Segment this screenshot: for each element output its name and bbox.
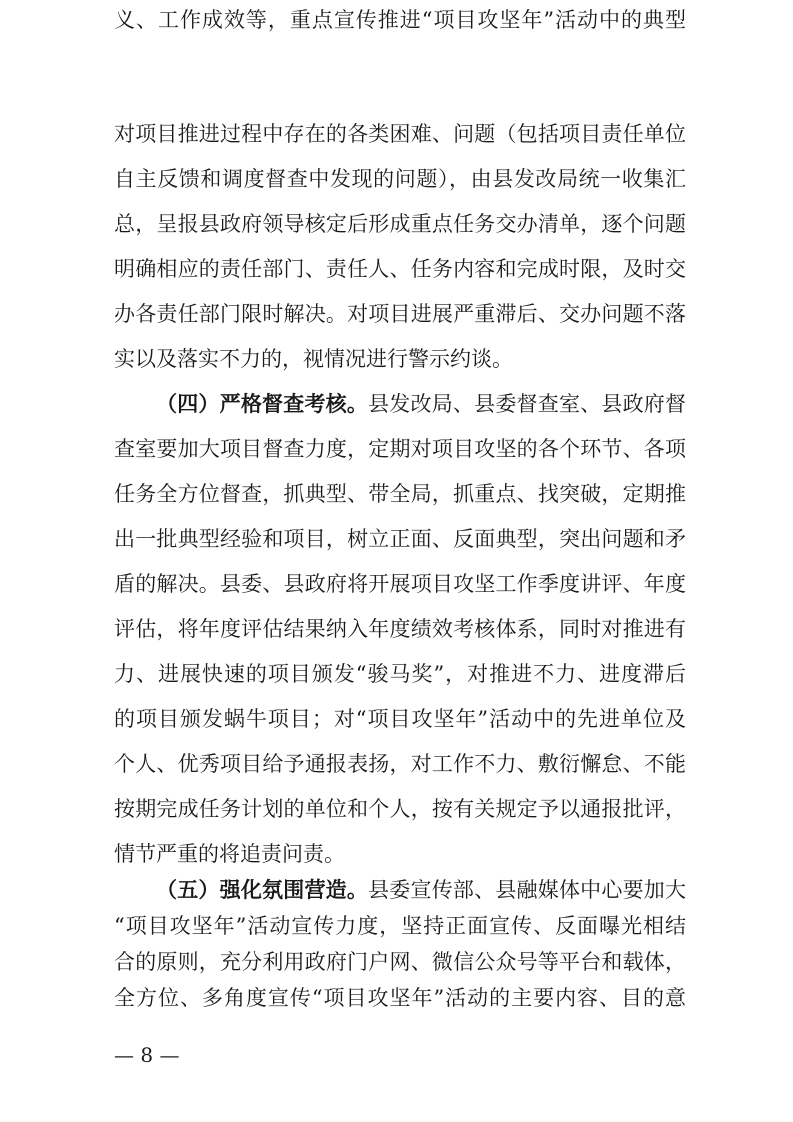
paragraph-3-first-line-text: 县委宣传部、县融媒体中心要加大 [368,878,687,902]
section-heading-4: （四）严格督查考核。 [156,391,369,416]
paragraph-3-first-line [156,870,686,910]
paragraph-1-line-6: 实以及落实不力的，视情况进行警示约谈。 [114,347,513,371]
paragraph-3-line-2: “项目攻坚年”活动宣传力度，坚持正面宣传、反面曝光相结 [114,914,686,938]
paragraph-2-line-5: 盾的解决。县委、县政府将开展项目攻坚工作季度讲评、年度 [114,572,686,596]
paragraph-2-line-9: 个人、优秀项目给予通报表扬，对工作不力、敷衍懈怠、不能 [114,752,686,776]
section-heading-5: （五）强化氛围营造。 [156,877,369,902]
paragraph-1-line-1: 对项目推进过程中存在的各类困难、问题（包括项目责任单位 [114,122,686,146]
paragraph-2-line-6: 评估，将年度评估结果纳入年度绩效考核体系，同时对推进有 [114,617,686,641]
paragraph-2-first-line-text: 县发改局、县委督查室、县政府督 [368,392,687,416]
paragraph-2-line-2: 查室要加大项目督查力度，定期对项目攻坚的各个环节、各项 [114,437,686,461]
page-number: — 8 — [114,1043,180,1067]
paragraph-1-line-3: 总，呈报县政府领导核定后形成重点任务交办清单，逐个问题 [114,212,686,236]
paragraph-2-line-3: 任务全方位督查，抓典型、带全局，抓重点、找突破，定期推 [114,482,686,506]
paragraph-3-line-5: 义、工作成效等，重点宣传推进“项目攻坚年”活动中的典型 [114,8,686,32]
paragraph-2-line-8: 的项目颁发蜗牛项目；对“项目攻坚年”活动中的先进单位及 [114,707,686,731]
paragraph-2-line-4: 出一批典型经验和项目，树立正面、反面典型，突出问题和矛 [114,527,686,551]
paragraph-2-line-10: 按期完成任务计划的单位和个人，按有关规定予以通报批评， [114,797,686,821]
paragraph-2-line-11: 情节严重的将追责问责。 [114,842,345,866]
paragraph-2-first-line [156,384,686,424]
paragraph-1-line-5: 办各责任部门限时解决。对项目进展严重滞后、交办问题不落 [114,302,686,326]
paragraph-3-line-4: 全方位、多角度宣传“项目攻坚年”活动的主要内容、目的意 [114,986,686,1010]
paragraph-3-line-3: 合的原则，充分利用政府门户网、微信公众号等平台和载体， [114,950,686,974]
paragraph-1-line-2: 自主反馈和调度督查中发现的问题），由县发改局统一收集汇 [114,167,686,191]
paragraph-1-line-4: 明确相应的责任部门、责任人、任务内容和完成时限，及时交 [114,257,686,281]
paragraph-2-line-7: 力、进展快速的项目颁发“骏马奖”，对推进不力、进度滞后 [114,662,686,686]
